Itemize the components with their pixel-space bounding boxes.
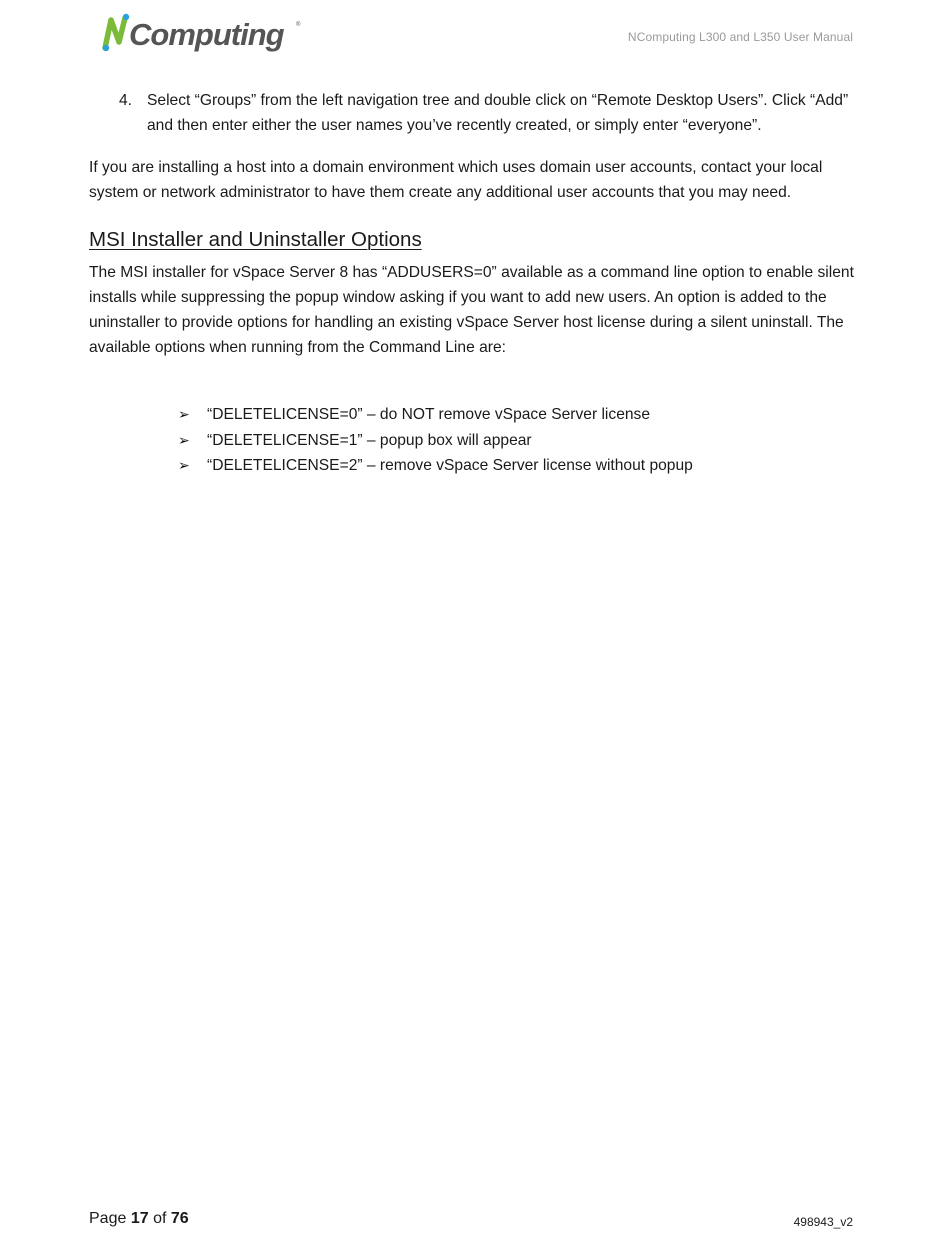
option-text: “DELETELICENSE=1” – popup box will appear	[207, 431, 532, 449]
step-text: Select “Groups” from the left navigation tree and double click on “Remote Desktop Users”. Click “Add” and then enter either the user names you’ve recently created, or simply enter “everyone”.	[147, 92, 849, 134]
arrowhead-bullet-icon: ➢	[178, 431, 190, 448]
option-text: “DELETELICENSE=2” – remove vSpace Server license without popup	[207, 457, 693, 474]
step-item	[89, 88, 855, 138]
page-number: Page 17 of 76	[89, 1210, 189, 1227]
step-number: 4.	[119, 92, 133, 109]
ncomputing-logo-icon	[101, 12, 306, 56]
section-heading: MSI Installer and Uninstaller Options	[89, 228, 422, 251]
list-item	[89, 428, 855, 454]
command-line-options-list	[89, 402, 855, 479]
arrowhead-bullet-icon: ➢	[178, 406, 190, 422]
current-page: 17	[130, 1210, 149, 1227]
domain-note-paragraph: If you are installing a host into a domain environment which uses domain user accounts, contact your local system or network administrator to have them create any additional user accounts that you may need.	[89, 159, 823, 201]
option-text: “DELETELICENSE=0” – do NOT remove vSpace Server license	[207, 406, 651, 423]
document-id: 498943_v2	[793, 1215, 853, 1229]
list-item	[89, 402, 855, 428]
arrowhead-bullet-icon: ➢	[178, 457, 190, 473]
manual-title: NComputing L300 and L350 User Manual	[627, 30, 853, 44]
section-body-paragraph: The MSI installer for vSpace Server 8 has “ADDUSERS=0” available as a command line option to enable silent installs while suppressing the popup window asking if you want to add new users. An option is added to the uninstaller to provide options for handling an existing vSpace Server host license during a silent uninstall. The available options when running from the Command Line are:	[89, 264, 854, 356]
svg-text:®: ®	[296, 22, 301, 28]
page-content	[89, 88, 855, 479]
ncomputing-logo	[101, 12, 306, 56]
list-item	[89, 453, 855, 479]
total-pages: 76	[170, 1210, 189, 1227]
svg-text:Computing: Computing	[129, 17, 284, 52]
